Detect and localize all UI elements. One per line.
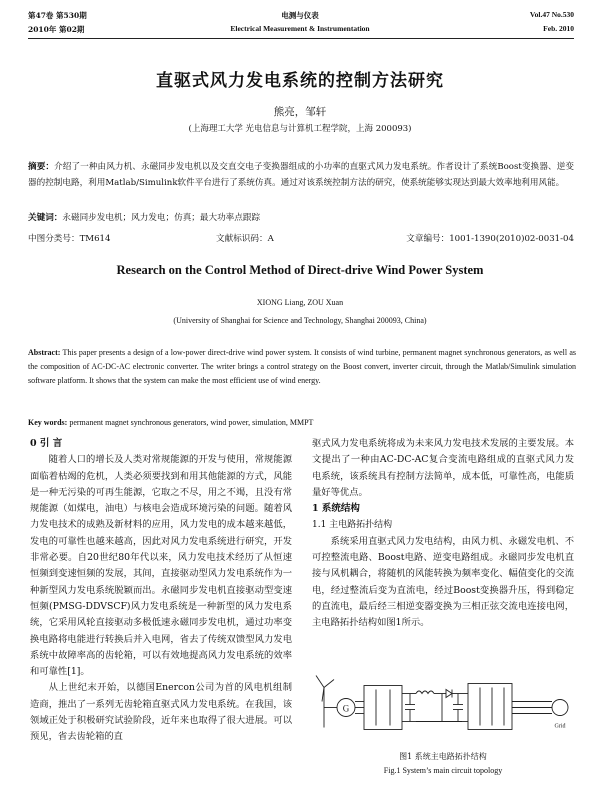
authors-cn: 熊亮，邹轩	[273, 106, 327, 118]
figure-1-caption-en: Fig.1 System’s main circuit topology	[383, 766, 503, 775]
abstract-cn	[28, 160, 574, 191]
grid-icon	[552, 700, 568, 716]
header-date-en: Feb. 2010	[543, 24, 574, 33]
intro-paragraph-continued: 驱式风力发电系统将成为未来风力发电技术发展的主要发展。本文提出了一种由AC-DC-AC复合变流电路组成的直驱式风力发电系统，该系统具有控制方法简单，成本低，可靠性高，电能质量好等优点。	[312, 438, 574, 498]
keywords-cn-label: 关键词：	[28, 213, 63, 223]
header-volume-cn: 第47卷 第530期	[28, 11, 87, 20]
keywords-en-text: permanent magnet synchronous generators, wind power, simulation, MMPT	[69, 418, 314, 427]
keywords-cn	[28, 211, 574, 223]
affiliation-cn: (上海理工大学 光电信息与计算机工程学院，上海 200093)	[188, 124, 412, 134]
section-heading-system: 1 系统结构	[312, 503, 360, 515]
header-date-cn: 2010年 第02期	[28, 25, 85, 34]
body-column-right	[312, 436, 574, 632]
keywords-en	[28, 418, 576, 427]
intro-paragraph-2: 从上世纪末开始，以德国Enercon公司为首的风电机组制造商，推出了一系列无齿轮箱直驱式风力发电系统。在我国，该领域正处于积极研究试验阶段，近年来也取得了很大进展。可以预见，省去齿轮箱的直	[30, 682, 292, 743]
keywords-en-label: Key words:	[28, 418, 68, 427]
authors-en: XIONG Liang, ZOU Xuan	[256, 298, 344, 307]
generator-label: G	[342, 703, 350, 714]
wind-turbine-icon	[316, 676, 334, 728]
abstract-en-text: This paper presents a design of a low-power direct-drive wind power system. It consists of wind turbine, permanent magnet synchronous generators, as well as the composition of AC-DC-AC electronic converter. The writer brings a control strategy on the Boost convert, inverter circuit, through the Matlab/Simulink simulation software platform. It shows that the system can make the most efficient use of wind energy.	[28, 348, 576, 385]
subsection-heading-topology: 1.1 主电路拓扑结构	[312, 520, 393, 531]
inverter-bridge	[468, 684, 512, 730]
topology-paragraph: 系统采用直驱式风力发电结构，由风力机、永磁发电机、不可控整流电路、Boost电路、逆变电路组成。永磁同步发电机直接与风机耦合，将随机的风能转换为频率变化、幅值变化的交流电，经过整流后变为直流电，经过Boost变换器升压，得到稳定的直流电，最后经三相逆变器变换为三相正弦交流电连接电网，主电路拓扑结构如图1所示。	[312, 535, 574, 629]
header-rule	[28, 38, 574, 39]
figure-1-caption-cn: 图1 系统主电路拓扑结构	[399, 752, 487, 761]
article-number: 文章编号：1001-1390(2010)02-0031-04	[406, 234, 574, 244]
abstract-en	[28, 346, 576, 388]
header-volume-en: Vol.47 No.530	[529, 10, 574, 19]
clc-number: 中图分类号：TM614	[28, 234, 111, 244]
intro-paragraph-1: 随着人口的增长及人类对常规能源的开发与使用，常规能源面临着枯竭的危机，人类必须要找到和用其他能源的方式，风能是一种无污染的可再生能源，它取之不尽，用之不竭，且没有常规能源（如煤电，油电）与核电会造成环境污染的问题。随着风力发电技术的成熟及新材料的应用，风力发电的成本越来越低，发电的可靠性也越来越高，因此对风力发电系统进行研究，开发非常必要。自20世纪80年代以来，风力发电技术经历了从恒速恒频到变速恒频的发展，其间，直接驱动型风力发电系统作为一种新型风力发电系统脱颖而出。永磁同步发电机直接驱动型变速恒频(PMSG-DDVSCF)风力发电系统是一种新型的风力发电系统，它采用风轮直接驱动多极低速永磁同步发电机，通过功率变换电路将电能进行转换后并入电网，省去了传统双馈型风力发电系统中故障率高的齿轮箱，可以有效地提高风力发电系统的效率和可靠性[1]。	[30, 454, 292, 678]
document-code: 文献标识码：A	[216, 234, 274, 244]
figure-1-circuit-diagram	[312, 650, 574, 765]
keywords-cn-text: 永磁同步发电机；风力发电；仿真；最大功率点跟踪	[62, 213, 261, 223]
page-title-en: Research on the Control Method of Direct-drive Wind Power System	[116, 263, 484, 277]
abstract-en-label: Abstract:	[28, 348, 61, 357]
boost-inductor	[416, 691, 434, 694]
abstract-cn-label: 摘要：	[28, 162, 55, 172]
body-column-left	[30, 436, 292, 746]
header-journal-cn: 电测与仪表	[281, 11, 319, 20]
page-title-cn: 直驱式风力发电系统的控制方法研究	[156, 71, 444, 91]
header-journal-en: Electrical Measurement & Instrumentation	[230, 24, 370, 33]
grid-label: Grid	[554, 723, 566, 730]
rectifier-bridge	[364, 686, 402, 730]
section-heading-intro: 0 引 言	[30, 438, 63, 449]
affiliation-en: (University of Shanghai for Science and Technology, Shanghai 200093, China)	[173, 316, 427, 325]
abstract-cn-text: 介绍了一种由风力机、永磁同步发电机以及交直交电子变换器组成的小功率的直驱式风力发电系统。作者设计了系统Boost变换器、逆变器的控制电路，利用Matlab/Simulink软件平台进行了系统仿真。通过对该系统控制方法的研究，使系统能够实现达到最大效率地利用风能。	[28, 162, 574, 188]
